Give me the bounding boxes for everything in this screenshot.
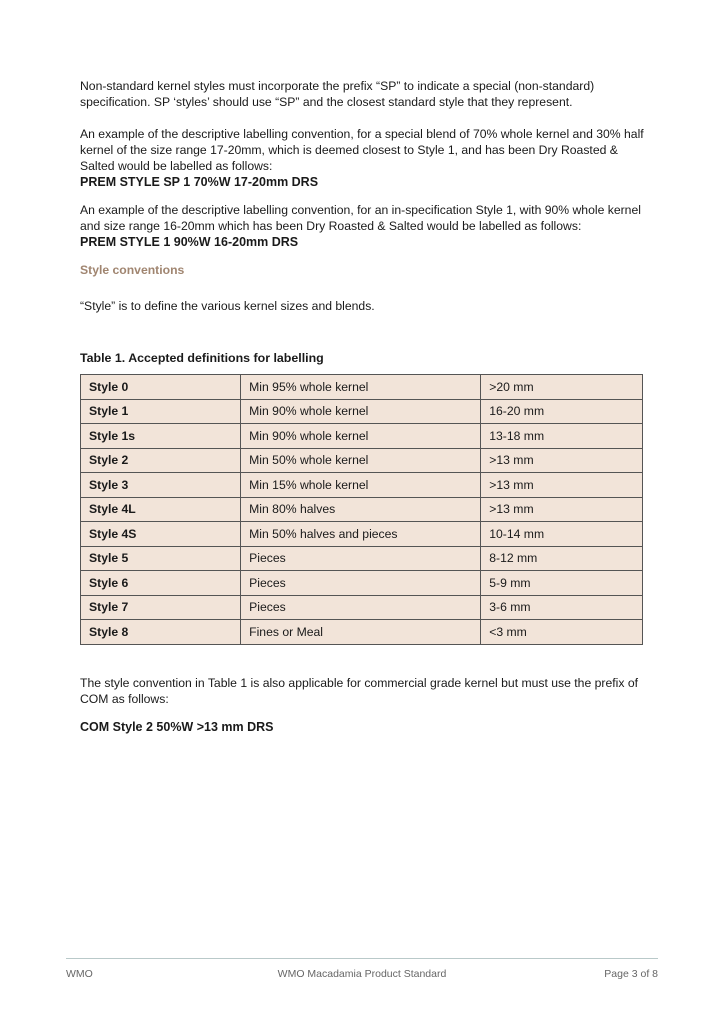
style-definition-text: “Style” is to define the various kernel sizes and blends. bbox=[80, 299, 375, 313]
size-range-cell: <3 mm bbox=[481, 620, 643, 645]
composition-cell: Pieces bbox=[241, 571, 481, 596]
footer-org: WMO bbox=[66, 968, 93, 980]
style-cell: Style 5 bbox=[81, 546, 241, 571]
size-range-cell: 10-14 mm bbox=[481, 522, 643, 547]
table-row bbox=[81, 424, 643, 449]
style-cell: Style 8 bbox=[81, 620, 241, 645]
style-cell: Style 2 bbox=[81, 448, 241, 473]
style-cell: Style 3 bbox=[81, 473, 241, 498]
table-row bbox=[81, 522, 643, 547]
table-row bbox=[81, 473, 643, 498]
size-range-cell: 13-18 mm bbox=[481, 424, 643, 449]
paragraph-example-in-spec-text: An example of the descriptive labelling convention, for an in-specification Style 1, with 90% whole kernel and size range 16-20mm which has been Dry Roasted & Salted would be labelled as follows: bbox=[80, 203, 641, 233]
footer-document-title: WMO Macadamia Product Standard bbox=[277, 968, 447, 980]
table-row bbox=[81, 546, 643, 571]
style-cell: Style 4L bbox=[81, 497, 241, 522]
table-row bbox=[81, 448, 643, 473]
size-range-cell: >13 mm bbox=[481, 497, 643, 522]
size-range-cell: 8-12 mm bbox=[481, 546, 643, 571]
label-example-special-blend: PREM STYLE SP 1 70%W 17-20mm DRS bbox=[80, 175, 319, 189]
table-caption: Table 1. Accepted definitions for labelling bbox=[80, 351, 324, 365]
size-range-cell: 5-9 mm bbox=[481, 571, 643, 596]
table-row bbox=[81, 620, 643, 645]
size-range-cell: >13 mm bbox=[481, 448, 643, 473]
table-row bbox=[81, 375, 643, 400]
composition-cell: Pieces bbox=[241, 546, 481, 571]
style-cell: Style 1s bbox=[81, 424, 241, 449]
paragraph-example-special-blend-text: An example of the descriptive labelling convention, for a special blend of 70% whole kernel and 30% half kernel of the size range 17-20mm, which is deemed closest to Style 1, and has been Dry Roasted & Salted would be labelled as follows: bbox=[80, 127, 644, 173]
style-cell: Style 6 bbox=[81, 571, 241, 596]
size-range-cell: 3-6 mm bbox=[481, 595, 643, 620]
footer-divider bbox=[66, 958, 658, 959]
composition-cell: Pieces bbox=[241, 595, 481, 620]
composition-cell: Min 50% whole kernel bbox=[241, 448, 481, 473]
definitions-table-body bbox=[81, 375, 643, 645]
paragraph-example-special-blend bbox=[80, 126, 650, 190]
composition-cell: Min 80% halves bbox=[241, 497, 481, 522]
paragraph-sp-prefix: Non-standard kernel styles must incorporate the prefix “SP” to indicate a special (non-standard) specification. SP ‘styles’ should use “SP” and the closest standard style that they represent. bbox=[80, 79, 595, 109]
style-cell: Style 4S bbox=[81, 522, 241, 547]
label-example-in-spec: PREM STYLE 1 90%W 16-20mm DRS bbox=[80, 235, 299, 249]
table-row bbox=[81, 497, 643, 522]
footer-page-number: Page 3 of 8 bbox=[604, 968, 658, 980]
composition-cell: Min 15% whole kernel bbox=[241, 473, 481, 498]
table-row bbox=[81, 571, 643, 596]
label-example-commercial: COM Style 2 50%W >13 mm DRS bbox=[80, 719, 274, 734]
composition-cell: Min 90% whole kernel bbox=[241, 424, 481, 449]
section-heading-style-conventions: Style conventions bbox=[80, 263, 185, 277]
table-row bbox=[81, 595, 643, 620]
composition-cell: Min 95% whole kernel bbox=[241, 375, 481, 400]
size-range-cell: >13 mm bbox=[481, 473, 643, 498]
composition-cell: Min 50% halves and pieces bbox=[241, 522, 481, 547]
paragraph-example-in-spec bbox=[80, 202, 650, 250]
style-cell: Style 7 bbox=[81, 595, 241, 620]
size-range-cell: 16-20 mm bbox=[481, 399, 643, 424]
style-cell: Style 1 bbox=[81, 399, 241, 424]
size-range-cell: >20 mm bbox=[481, 375, 643, 400]
table-row bbox=[81, 399, 643, 424]
definitions-table bbox=[80, 374, 643, 645]
style-cell: Style 0 bbox=[81, 375, 241, 400]
composition-cell: Fines or Meal bbox=[241, 620, 481, 645]
composition-cell: Min 90% whole kernel bbox=[241, 399, 481, 424]
page-content bbox=[80, 78, 650, 735]
paragraph-commercial-grade: The style convention in Table 1 is also applicable for commercial grade kernel but must use the prefix of COM as follows: bbox=[80, 675, 638, 706]
